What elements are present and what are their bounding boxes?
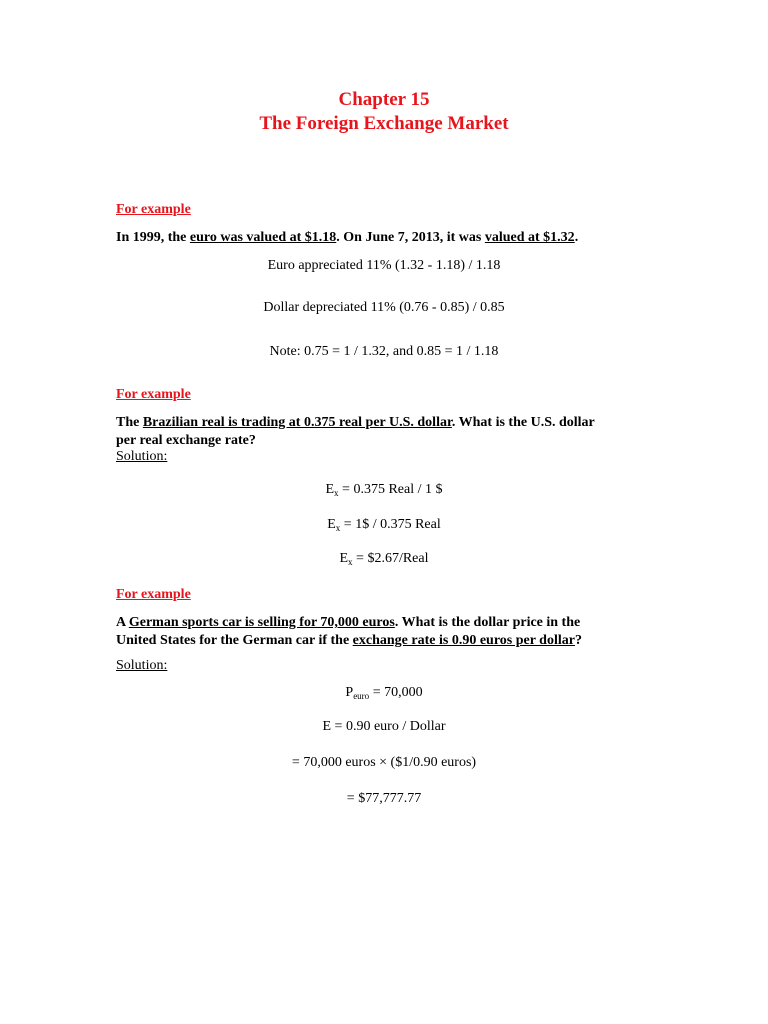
example-3-text-c: United States for the German car if the bbox=[116, 633, 353, 648]
equation-2-1 bbox=[0, 482, 768, 498]
example-3-underline-b: exchange rate is 0.90 euros per dollar bbox=[352, 633, 575, 648]
example-3-question-line-1 bbox=[116, 614, 580, 632]
eq-symbol: E bbox=[327, 517, 336, 532]
eq-symbol: P bbox=[345, 685, 354, 700]
equation-2-3 bbox=[0, 551, 768, 567]
equation-3-1 bbox=[0, 685, 768, 701]
example-2-text-b: . What is the U.S. dollar bbox=[451, 415, 595, 430]
example-1-text-b: . On June 7, 2013, it was bbox=[336, 230, 485, 245]
note-line: Note: 0.75 = 1 / 1.32, and 0.85 = 1 / 1.18 bbox=[269, 344, 499, 359]
example-3-text-b: . What is the dollar price in the bbox=[394, 615, 581, 630]
euro-appreciation-line: Euro appreciated 11% (1.32 - 1.18) / 1.18 bbox=[267, 258, 501, 273]
example-2-text-a: The bbox=[116, 415, 143, 430]
eq-subscript: euro bbox=[353, 691, 370, 701]
eq-subscript: x bbox=[335, 523, 341, 533]
equation-3-3: = 70,000 euros × ($1/0.90 euros) bbox=[291, 755, 477, 770]
example-2-question-line-1 bbox=[116, 414, 595, 432]
eq-symbol: E bbox=[325, 482, 335, 497]
example-2-question-line-2: per real exchange rate? bbox=[116, 433, 256, 448]
example-1-underline-b: valued at $1.32 bbox=[484, 230, 575, 245]
eq-symbol: E bbox=[339, 551, 349, 566]
example-3-underline-a: German sports car is selling for 70,000 euros bbox=[128, 615, 395, 630]
example-3-label: For example bbox=[116, 587, 191, 602]
example-3-text-d: ? bbox=[574, 633, 582, 648]
eq-rhs: = 70,000 bbox=[369, 685, 423, 700]
eq-rhs: = $2.67/Real bbox=[352, 551, 429, 566]
example-3-question-line-2 bbox=[116, 632, 582, 650]
eq-subscript: x bbox=[348, 557, 353, 567]
chapter-number: Chapter 15 bbox=[338, 89, 430, 110]
equation-3-2: E = 0.90 euro / Dollar bbox=[322, 719, 446, 734]
example-1-text-c: . bbox=[574, 230, 579, 245]
example-1-label: For example bbox=[116, 202, 191, 217]
example-2-label: For example bbox=[116, 387, 191, 402]
dollar-depreciation-line: Dollar depreciated 11% (0.76 - 0.85) / 0.85 bbox=[263, 300, 505, 315]
example-1-underline-a: euro was valued at $1.18 bbox=[189, 230, 337, 245]
eq-rhs: = 0.375 Real / 1 $ bbox=[338, 482, 443, 497]
example-1-text-a: In 1999, the bbox=[116, 230, 190, 245]
example-3-text-a: A bbox=[116, 615, 129, 630]
example-2-underline-a: Brazilian real is trading at 0.375 real per U.S. dollar bbox=[142, 415, 452, 430]
equation-2-2 bbox=[0, 517, 768, 533]
eq-subscript: x bbox=[334, 488, 339, 498]
example-2-solution-label: Solution: bbox=[116, 449, 168, 464]
chapter-title: The Foreign Exchange Market bbox=[259, 113, 509, 134]
example-3-solution-label: Solution: bbox=[116, 658, 168, 673]
example-1-question bbox=[116, 229, 578, 247]
eq-rhs: = 1$ / 0.375 Real bbox=[340, 517, 441, 532]
equation-3-4: = $77,777.77 bbox=[346, 791, 422, 806]
